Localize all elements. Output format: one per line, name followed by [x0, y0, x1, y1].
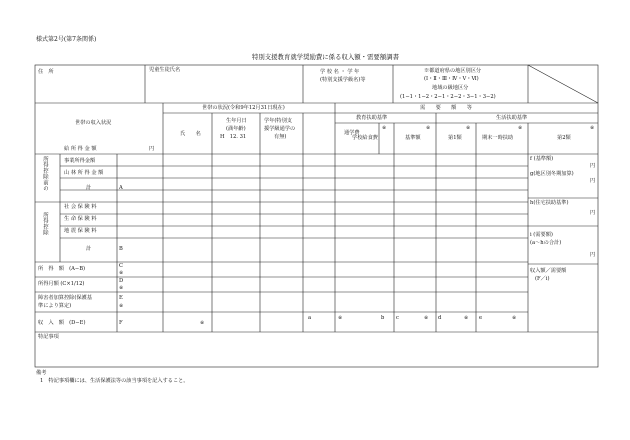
address-label: 住 所 [38, 69, 54, 75]
region-label-line3: 地域の級地区分 [432, 85, 469, 91]
grade-header-line3: 有無) [274, 134, 287, 140]
mark: ※ [466, 125, 471, 131]
letter-b: B [119, 246, 123, 252]
mark: ※ [119, 285, 124, 291]
commute-header: 通学費 [344, 130, 360, 136]
income-status-label: 世帯の収入状況 [75, 120, 112, 126]
unit-yen: 円 [590, 163, 596, 169]
remarks-label: 備考 [36, 370, 47, 376]
business-income-label: 事業所得金額 [64, 158, 96, 164]
grade-header-line2: 援学級通学の [264, 126, 296, 132]
birth-header-line2: (満年齢) [226, 126, 246, 132]
demand-i-sub: (a〜hの合計) [530, 240, 562, 246]
mark: ※ [200, 320, 205, 326]
forestry-income-label: 山 林 所 得 金 額 [64, 170, 104, 176]
letter-d: D [119, 278, 124, 284]
mark: ※ [426, 125, 431, 131]
summary-letter-b: b [381, 315, 385, 321]
unit-yen: 円 [590, 252, 596, 258]
year-end-aid-header: 期末一時扶助 [482, 135, 514, 141]
edu-aid-header: 教育扶助基準 [356, 115, 388, 121]
mark: ※ [382, 125, 387, 131]
ratio-sub: (F／i) [535, 276, 550, 282]
region-label-line4: (1−1・1−2・2−1・2−2・3−1・3−2) [400, 94, 496, 100]
letter-e: E [119, 295, 123, 301]
deduction-group-label: 所得控除 [42, 212, 48, 236]
region-label-line2: (Ⅰ・Ⅱ・Ⅲ・Ⅳ・Ⅴ・Ⅵ) [424, 76, 479, 82]
school-label-line1: 学 校 名 ・ 学 年 [320, 69, 360, 75]
subtotal-b-label: 計 [86, 246, 92, 252]
unit-yen: 円 [590, 210, 596, 216]
income-total-label: 収 入 額 (D−E) [38, 320, 86, 326]
mark: ※ [590, 125, 595, 131]
household-status-date: 世帯の状況(令和9年12月31日現在) [202, 105, 285, 111]
winter-addition-g-label: g(地区別冬期加算) [530, 171, 574, 177]
mark: ※ [119, 303, 124, 309]
birth-header-line1: 生年月日 [226, 118, 247, 124]
grade-header-line1: 学年(特別支 [264, 118, 292, 124]
social-insurance-label: 社 会 保 険 料 [64, 204, 97, 210]
income-amount-label: 所 得 額 (A−B) [38, 266, 86, 272]
special-notes-label: 特記事項 [38, 334, 59, 340]
disabled-deduction-line2: 準により算定) [38, 303, 72, 309]
housing-aid-h-label: h(住宅扶助基準) [530, 200, 569, 206]
income-group-label: 所得控除前の [42, 156, 48, 192]
summary-letter-c: c [396, 315, 399, 321]
region-label-line1: ※都道府県の地区別区分 [424, 68, 482, 74]
school-label-line2: (特別支援学級名)等 [320, 77, 366, 83]
summary-letter-e: e [479, 315, 483, 321]
birth-header-line3: H 12. 31 [220, 134, 247, 140]
school-lunch-header: 学校給食費 [352, 135, 378, 141]
letter-c: C [119, 263, 123, 269]
summary-letter-a: a [308, 315, 312, 321]
student-name-label: 児童生徒氏名 [149, 67, 181, 73]
class2-header: 第2類 [557, 135, 571, 141]
demand-header: 需 要 額 等 [420, 105, 472, 111]
class1-header: 第1類 [448, 135, 462, 141]
mark: ※ [424, 315, 429, 321]
page-title: 特別支援教育就学奨励費に係る収入額・需要額調書 [252, 53, 399, 61]
mark: ※ [119, 270, 124, 276]
letter-f: F [119, 320, 123, 326]
base-amount-f-label: f (基準額) [530, 156, 554, 162]
summary-letter-d: d [438, 315, 442, 321]
salary-income-label: 給 所 得 金 額 [64, 146, 97, 152]
unit-yen: 円 [590, 178, 596, 184]
life-insurance-label: 生 命 保 険 料 [64, 216, 97, 222]
disabled-deduction-line1: 障害者加算控除(保護基 [38, 295, 92, 301]
mark: ※ [512, 315, 517, 321]
unit-yen: 円 [149, 146, 155, 152]
form-number: 様式第2号(第7条関係) [36, 36, 97, 43]
remark-1: 1 特記事項欄には、生活保護法等の該当事項を記入すること。 [40, 378, 189, 384]
subtotal-a-label: 計 [86, 185, 92, 191]
mark: ※ [464, 315, 469, 321]
earthquake-insurance-label: 地 震 保 険 料 [64, 228, 97, 234]
mark: ※ [338, 315, 343, 321]
monthly-income-label: 所得月額 (C×1/12) [38, 281, 85, 287]
mark: ※ [518, 125, 523, 131]
letter-a: A [119, 185, 123, 191]
base-amount-header: 基準額 [405, 135, 421, 141]
living-aid-header: 生活扶助基準 [496, 115, 528, 121]
ratio-label: 収入額／需要額 [530, 268, 567, 274]
demand-i-label: i (需要額) [530, 232, 553, 238]
name-column-header: 氏 名 [180, 131, 201, 137]
